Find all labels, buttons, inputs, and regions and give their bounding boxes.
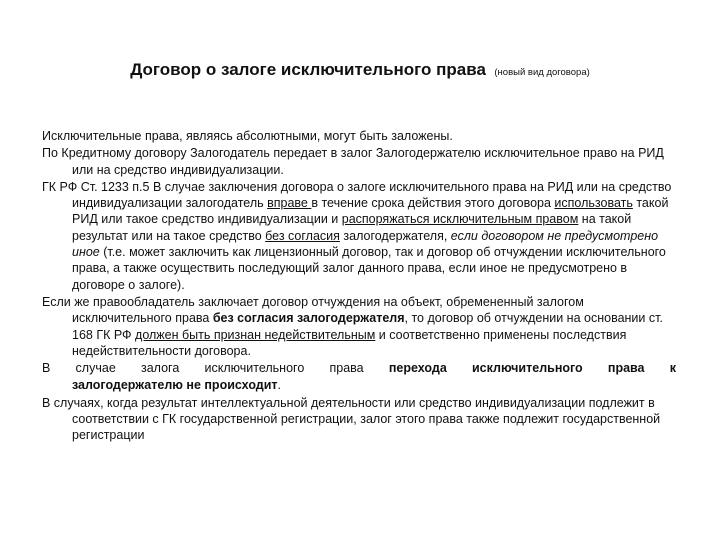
text-run: В случаях, когда результат интеллектуальной деятельности или средство индивидуализации подлежит в соответствии с ГК государственной регистрации, залог этого права также подлежит государственной регистрации <box>42 395 661 443</box>
paragraph-4 <box>42 294 676 359</box>
text-run: В случае залога исключительного права <box>42 361 389 376</box>
text-run: Если же правообладатель заключает договор отчуждения на объект, обремененный залогом исключительного права <box>42 294 584 326</box>
paragraph-5 <box>42 360 676 376</box>
paragraph-6 <box>42 395 676 444</box>
slide-title <box>0 60 720 80</box>
bold-text: без согласия залогодержателя <box>212 311 405 326</box>
text-run: . <box>277 378 282 393</box>
underlined-text: без согласия <box>265 228 340 243</box>
text-run: на такой результат или на такое средство <box>72 212 632 243</box>
text-run: и соответственно применены последствия недействительности договора. <box>72 327 627 358</box>
text-run: (т.е. может заключить как лицензионный договор, так и договор об отчуждении исключительного права, а также осуществить последующий залог данного права, если иное не предусмотрено в договоре о залоге). <box>72 245 666 292</box>
underlined-text: распоряжаться исключительным правом <box>341 212 579 227</box>
text-run: такой РИД или такое средство индивидуализации и <box>72 196 669 227</box>
underlined-text: вправе <box>267 196 312 211</box>
paragraph-1 <box>42 128 676 144</box>
bold-text: перехода исключительного права к <box>388 361 676 376</box>
text-run: , то договор об отчуждении на основании ст. 168 ГК РФ <box>72 311 663 342</box>
italic-text: если договором не предусмотрено иное <box>72 228 659 260</box>
underlined-text: использовать <box>554 196 633 211</box>
paragraph-5-continuation <box>42 377 676 393</box>
text-run: в течение срока действия этого договора <box>311 196 555 211</box>
paragraph-3 <box>42 179 676 293</box>
text-run: Исключительные права, являясь абсолютными, могут быть заложены. <box>42 129 453 143</box>
body-text <box>42 128 676 445</box>
title-main: Договор о залоге исключительного права <box>130 60 486 79</box>
underlined-text: должен быть признан недействительным <box>135 327 376 342</box>
bold-text: залогодержателю не происходит <box>72 378 278 393</box>
text-run: ГК РФ Ст. 1233 п.5 В случае заключения договора о залоге исключительного права на РИД или на средство индивидуализации залогодатель <box>42 179 672 211</box>
text-run: По Кредитному договору Залогодатель передает в залог Залогодержателю исключительное право на РИД или на средство индивидуализации. <box>42 146 664 177</box>
text-run: залогодержателя, <box>339 228 451 243</box>
title-subtitle: (новый вид договора) <box>494 67 590 78</box>
paragraph-2 <box>42 145 676 178</box>
